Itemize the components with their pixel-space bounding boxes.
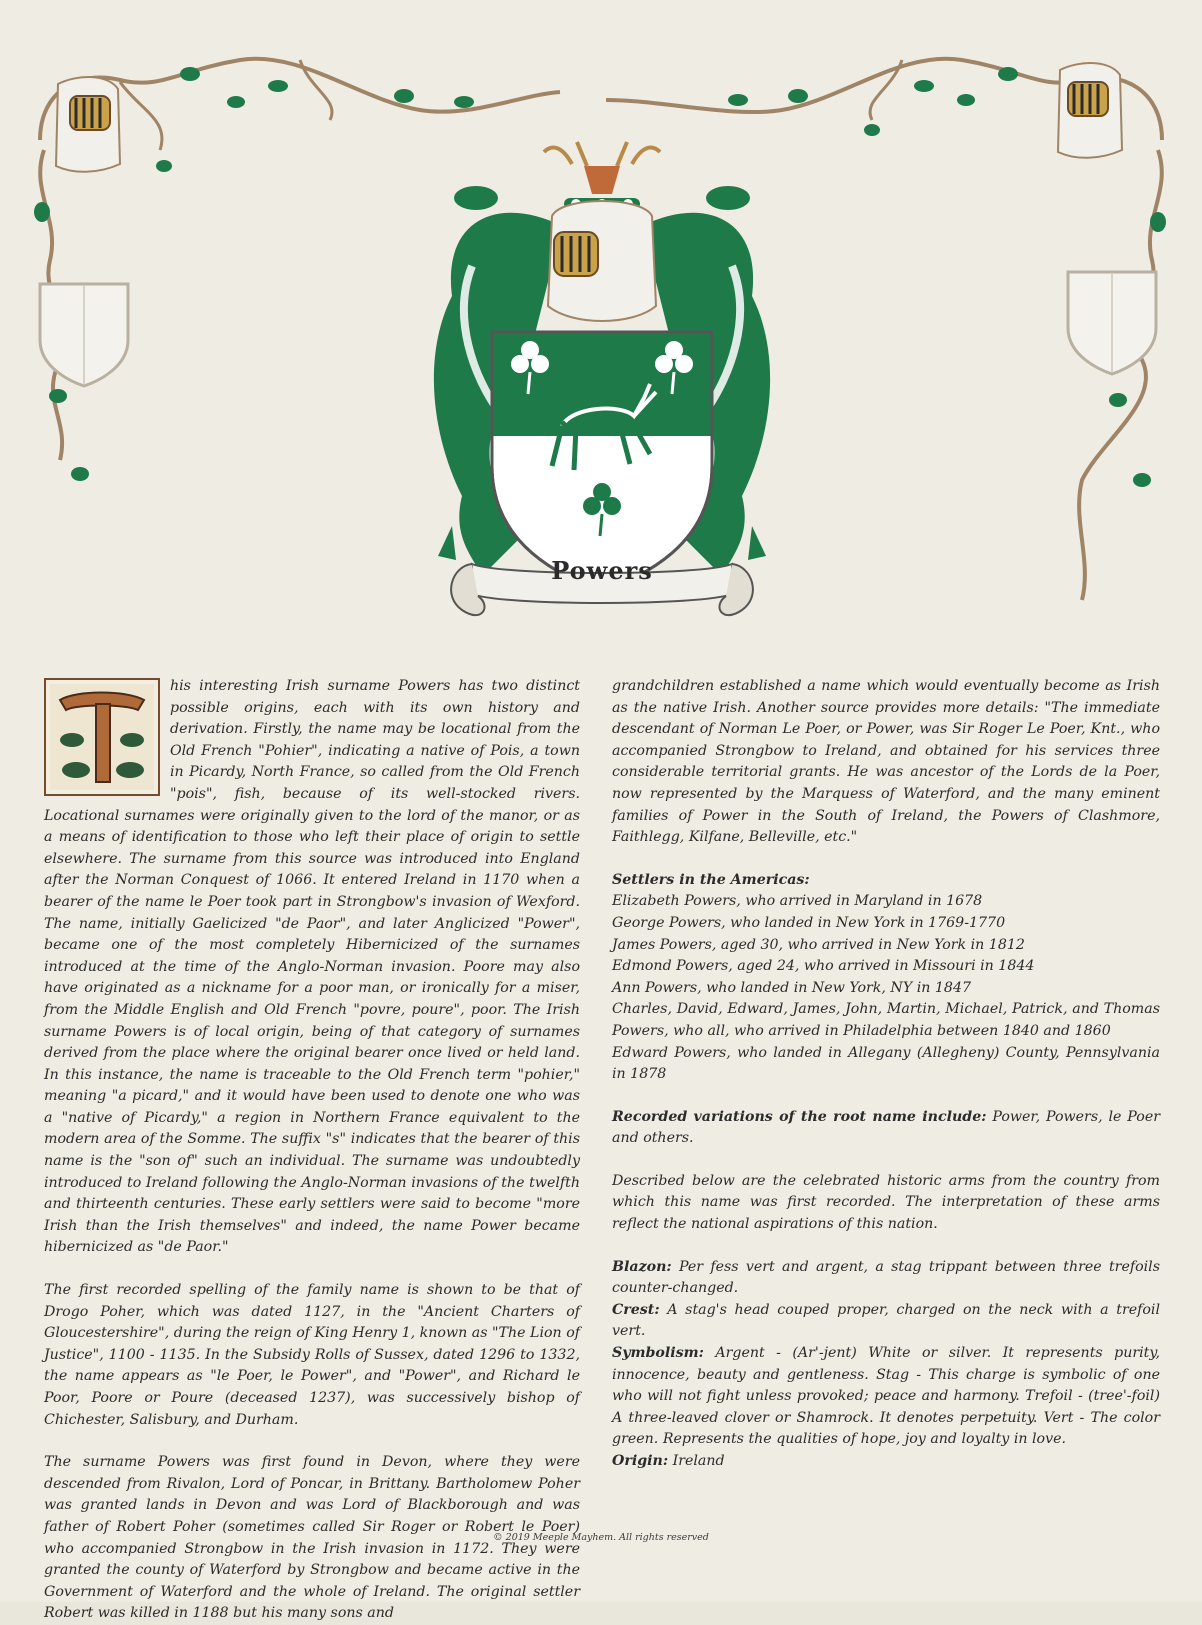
history-column-left <box>44 676 580 1625</box>
origin-text: Ireland <box>672 1453 725 1469</box>
history-paragraph-2: The first recorded spelling of the family name is shown to be that of Drogo Poher, which was dated 1127, in the "Ancient Charters of Gloucestershire", during the reign of King Henry 1, known as "The Lion of Justice", 1100 - 1135. In the Subsidy Rolls of Sussex, dated 1296 to 1332, the name appears as "le Poer, le Power", and "Power", and Richard le Poor, Poore or Poure (deceased 1237), was successively bishop of Chichester, Salisbury, and Durham. <box>44 1282 580 1428</box>
settlers-heading: Settlers in the Americas: <box>612 871 810 888</box>
blazon-text: Per fess vert and argent, a stag trippant between three trefoils counter-changed. <box>612 1258 1160 1297</box>
surname-scroll-text: Powers <box>551 556 653 585</box>
arms-description <box>612 1257 1160 1473</box>
settler-entry: Edmond Powers, aged 24, who arrived in Missouri in 1844 <box>612 958 1035 975</box>
variations-paragraph <box>612 1107 1160 1150</box>
settler-entry: Elizabeth Powers, who arrived in Maryland in 1678 <box>612 893 983 910</box>
settler-entry: George Powers, who landed in New York in 1769-1770 <box>612 914 1006 931</box>
variations-label: Recorded variations of the root name include: <box>612 1108 987 1125</box>
settler-entry: James Powers, aged 30, who arrived in New York in 1812 <box>612 936 1025 953</box>
left-small-shield-icon <box>36 280 132 390</box>
settler-entry: Ann Powers, who landed in New York, NY in 1847 <box>612 979 972 996</box>
described-paragraph: Described below are the celebrated historic arms from the country from which this name was first recorded. The interpretation of these arms reflect the national aspirations of this nation. <box>612 1172 1160 1233</box>
dropcap-illumination <box>44 678 160 796</box>
symbolism-text: Argent - (Ar'-jent) White or silver. It represents purity, innocence, beauty and gentleness. Stag - This charge is symbolic of one who will not fight unless provoked; peace and harmony. Trefoil - (tree'-foil) A three-leaved clover or Shamrock. It denotes perpetuity. Vert - The color green. Represents the qualities of hope, joy and loyalty in love. <box>612 1345 1160 1448</box>
symbolism-label: Symbolism: <box>612 1345 704 1362</box>
history-paragraph-1: his interesting Irish surname Powers has two distinct possible origins, each with its own history and derivation. Firstly, the name may be locational from the Old French "Pohier", indicating a native of Pois, a town in Picardy, North France, so called from the Old French "pois", fish, because of its well-stocked rivers. Locational surnames were originally given to the lord of the manor, or as a means of identification to those who left their place of origin to settle elsewhere. The surname from this source was introduced into England after the Norman Conquest of 1066. It entered Ireland in 1170 when a bearer of the name le Poer took part in Strongbow's invasion of Wexford. The name, initially Gaelicized "de Paor", and later Anglicized "Power", became one of the most completely Hibernicized of the surnames introduced at the time of the Anglo-Norman invasion. Poore may also have originated as a nickname for a poor man, or ironically for a miser, from the Middle English and Old French "povre, poure", poor. The Irish surname Powers is of local origin, being of that category of surnames derived from the place where the original bearer once lived or held land. In this instance, the name is traceable to the Old French term "pohier," meaning "a picard," and it would have been used to denote one who was a "native of Picardy," a region in Northern France equivalent to the modern area of the Somme. The suffix "s" indicates that the bearer of this name is the "son of" such an individual. The surname was undoubtedly introduced to Ireland following the Anglo-Norman invasions of the twelfth and thirteenth centuries. These early settlers were said to become "more Irish than the Irish themselves" and indeed, the name Power became hibernicized as "de Paor." <box>44 678 580 1256</box>
settler-entry: Charles, David, Edward, James, John, Martin, Michael, Patrick, and Thomas Powers, who all, who arrived in Philadelphia between 1840 and 1860 <box>612 1001 1160 1039</box>
origin-label: Origin: <box>612 1453 669 1469</box>
history-paragraph-3: The surname Powers was first found in Devon, where they were descended from Rivalon, Lord of Poncar, in Brittany. Bartholomew Poher was granted lands in Devon and was Lord of Blackborough and was father of Robert Poher (sometimes called Sir Roger or Robert le Poer) who accompanied Strongbow in the Irish invasion in 1172. They were granted the county of Waterford by Strongbow and became active in the Government of Waterford and the whole of Ireland. The original settler Robert was killed in 1188 but his many sons and <box>44 1454 580 1622</box>
blazon-label: Blazon: <box>612 1258 672 1275</box>
history-paragraph-4: grandchildren established a name which would eventually become as Irish as the native Irish. Another source provides more details: "The immediate descendant of Norman Le Poer, or Power, was Sir Roger Le Poer, Knt., who accompanied Strongbow to Ireland, and obtained for his services three considerable territorial grants. He was ancestor of the Lords de la Poer, now represented by the Marquess of Waterford, and the many eminent families of Power in the South of Ireland, the Powers of Clashmore, Faithlegg, Kilfane, Belleville, etc." <box>612 678 1160 846</box>
settlers-list <box>612 870 1160 1086</box>
right-helmet-icon <box>1050 60 1130 170</box>
right-small-shield-icon <box>1064 268 1160 378</box>
settler-entry: Edward Powers, who landed in Allegany (Allegheny) County, Pennsylvania in 1878 <box>612 1044 1160 1083</box>
variations-text: Power, Powers, le Poer and others. <box>612 1108 1160 1147</box>
history-column-right <box>612 676 1160 1473</box>
left-helmet-icon <box>48 74 128 184</box>
copyright-footer: © 2019 Meeple Mayhem. All rights reserved <box>493 1532 709 1543</box>
crest-label: Crest: <box>612 1301 660 1318</box>
crest-text: A stag's head couped proper, charged on the neck with a trefoil vert. <box>612 1301 1160 1340</box>
